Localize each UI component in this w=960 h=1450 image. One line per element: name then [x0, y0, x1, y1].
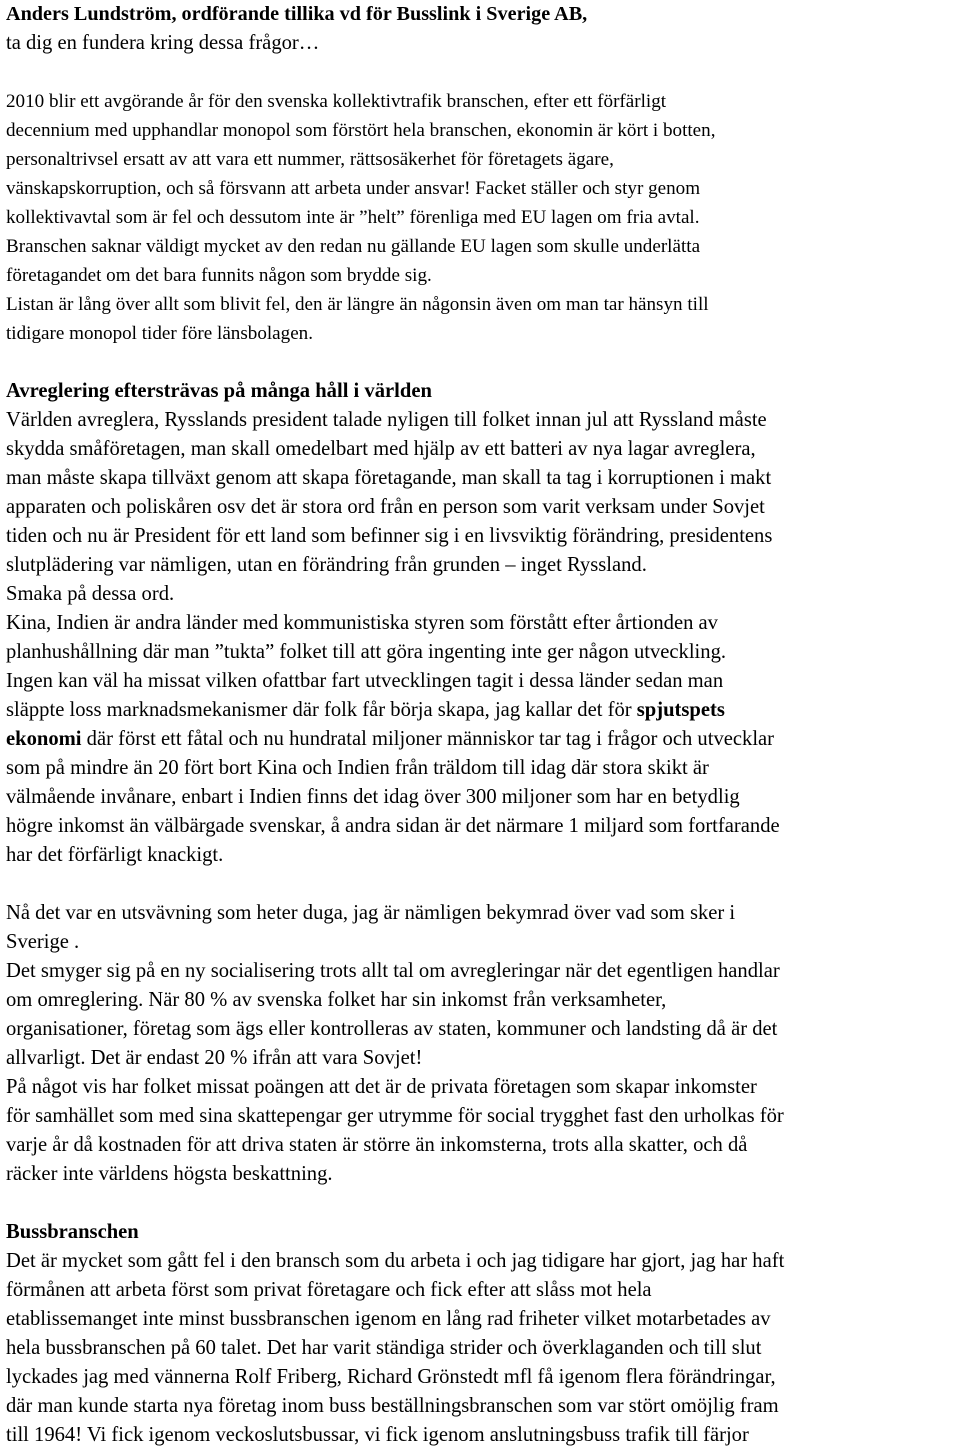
intro-line: företagandet om det bara funnits någon som brydde sig.: [6, 265, 432, 286]
body-line: hela bussbranschen på 60 talet. Det har varit ständiga strider och överklaganden och till slut: [6, 1337, 762, 1359]
intro-line: personaltrivsel ersatt av att vara ett nummer, rättsosäkerhet för företagets ägare,: [6, 149, 614, 170]
document-header: [6, 0, 958, 58]
body-line: etablissemanget inte minst bussbranschen igenom en lång rad friheter vilket motarbetades av: [6, 1308, 771, 1330]
body-text: där först ett fåtal och nu hundratal miljoner människor tar tag i frågor och utvecklar: [81, 728, 775, 750]
document-page: [6, 0, 958, 1450]
intro-line: vänskapskorruption, och så försvann att arbeta under ansvar! Facket ställer och styr genom: [6, 178, 701, 199]
body-line-with-emphasis: [6, 696, 958, 725]
body-line: planhushållning där man ”tukta” folket till att göra ingenting inte ger någon utveckling.: [6, 641, 727, 663]
body-line: som på mindre än 20 fört bort Kina och Indien från träldom till idag där stora skikt är: [6, 757, 709, 779]
body-line: varje år då kostnaden för att driva staten är större än inkomsterna, trots alla skatter, och då: [6, 1134, 748, 1156]
body-line: för samhället som med sina skattepengar ger utrymme för social trygghet fast den urholkas för: [6, 1105, 784, 1127]
body-line: slutplädering var nämligen, utan en förändring från grunden – inget Ryssland.: [6, 554, 647, 576]
body-line: välmående invånare, enbart i Indien finns det idag över 300 miljoner som har en betydlig: [6, 786, 740, 808]
section-heading: Avreglering eftersträvas på många håll i världen: [6, 380, 432, 402]
body-line: apparaten och poliskåren osv det är stora ord från en person som varit verksam under Sovjet: [6, 496, 765, 518]
body-line: förmånen att arbeta först som privat företagare och fick efter att slåss mot hela: [6, 1279, 652, 1301]
body-line: På något vis har folket missat poängen att det är de privata företagen som skapar inkomster: [6, 1076, 757, 1098]
body-line: där man kunde starta nya företag inom buss beställningsbranschen som var stört omöjlig fram: [6, 1395, 779, 1417]
section-sverige: [6, 899, 958, 1189]
body-line: har det förfärligt knackigt.: [6, 844, 224, 866]
body-line: tiden och nu är President för ett land som befinner sig i en livsviktig förändring, presidentens: [6, 525, 773, 547]
body-line: räcker inte världens högsta beskattning.: [6, 1163, 333, 1185]
body-line: man måste skapa tillväxt genom att skapa företagande, man skall ta tag i korruptionen i makt: [6, 467, 772, 489]
body-line: Världen avreglera, Rysslands president talade nyligen till folket innan jul att Ryssland måste: [6, 409, 767, 431]
body-line: Det smyger sig på en ny socialisering trots allt tal om avregleringar när det egentligen handlar: [6, 960, 780, 982]
body-line: organisationer, företag som ägs eller kontrolleras av staten, kommuner och landsting då är det: [6, 1018, 778, 1040]
emphasis-text: spjutspets: [636, 699, 725, 721]
spacer: [6, 348, 958, 377]
intro-line: Branschen saknar väldigt mycket av den redan nu gällande EU lagen som skulle underlätta: [6, 236, 701, 257]
intro-paragraph: [6, 87, 958, 348]
body-line: Smaka på dessa ord.: [6, 583, 175, 605]
spacer: [6, 58, 958, 87]
body-line: allvarligt. Det är endast 20 % ifrån att vara Sovjet!: [6, 1047, 423, 1069]
body-line: Sverige .: [6, 931, 80, 953]
intro-line: decennium med upphandlar monopol som förstört hela branschen, ekonomin är kört i botten,: [6, 120, 716, 141]
intro-line: kollektivavtal som är fel och dessutom inte är ”helt” förenliga med EU lagen om fria avtal.: [6, 207, 700, 228]
body-line: Det är mycket som gått fel i den bransch som du arbeta i och jag tidigare har gjort, jag har haft: [6, 1250, 785, 1272]
body-line: lyckades jag med vännerna Rolf Friberg, Richard Grönstedt mfl få igenom flera förändringar,: [6, 1366, 776, 1388]
spacer: [6, 870, 958, 899]
intro-line: tidigare monopol tider före länsbolagen.: [6, 323, 314, 344]
intro-line: Listan är lång över allt som blivit fel, den är längre än någonsin även om man tar hänsyn till: [6, 294, 709, 315]
emphasis-text: ekonomi: [6, 728, 82, 750]
body-line: till 1964! Vi fick igenom veckoslutsbussar, vi fick igenom anslutningsbuss trafik till färjor: [6, 1424, 749, 1446]
section-heading: Bussbranschen: [6, 1221, 139, 1243]
document-subtitle: ta dig en fundera kring dessa frågor…: [6, 32, 320, 54]
intro-line: 2010 blir ett avgörande år för den svenska kollektivtrafik branschen, efter ett förfärligt: [6, 91, 667, 112]
spacer: [6, 1189, 958, 1218]
body-line: Nå det var en utsvävning som heter duga, jag är nämligen bekymrad över vad som sker i: [6, 902, 736, 924]
body-text: släppte loss marknadsmekanismer där folk får börja skapa, jag kallar det för: [6, 699, 637, 721]
document-title: Anders Lundström, ordförande tillika vd för Busslink i Sverige AB,: [6, 3, 588, 25]
body-line: Ingen kan väl ha missat vilken ofattbar fart utvecklingen tagit i dessa länder sedan man: [6, 670, 724, 692]
body-line: om omreglering. När 80 % av svenska folket har sin inkomst från verksamheter,: [6, 989, 667, 1011]
body-line: skydda småföretagen, man skall omedelbart med hjälp av ett batteri av nya lagar avreglera,: [6, 438, 756, 460]
section-bussbranschen: [6, 1218, 958, 1450]
body-line: högre inkomst än välbärgade svenskar, å andra sidan är det närmare 1 miljard som fortfarande: [6, 815, 780, 837]
body-line: Kina, Indien är andra länder med kommunistiska styren som förstått efter årtionden av: [6, 612, 718, 634]
section-avreglering: [6, 377, 958, 870]
body-line-with-emphasis: [6, 725, 958, 754]
